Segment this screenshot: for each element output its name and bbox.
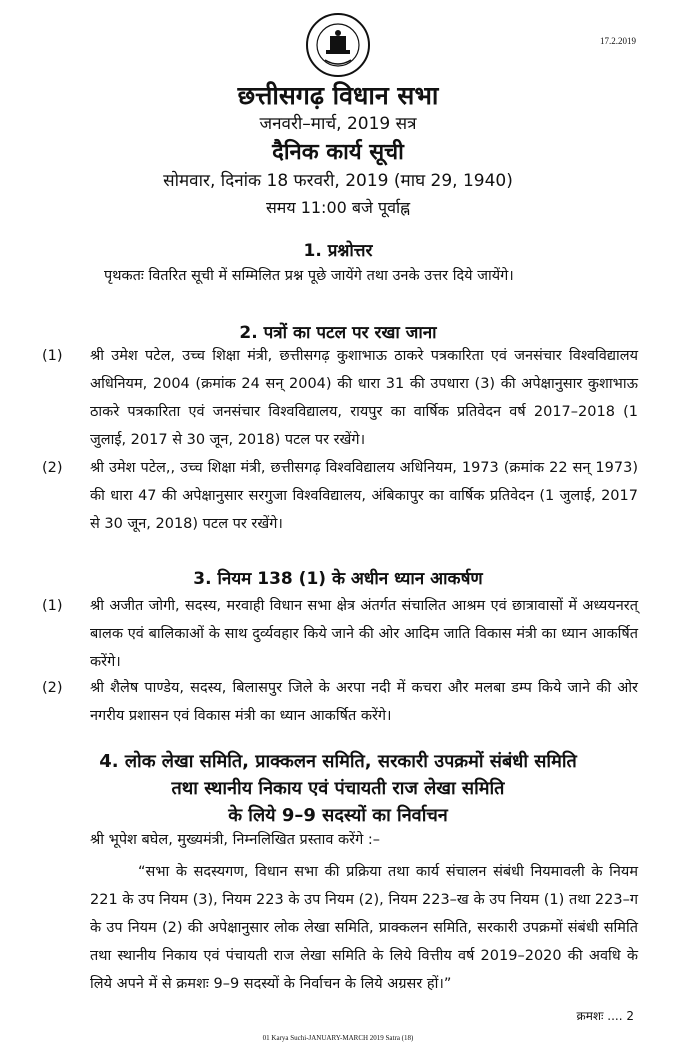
- assembly-seal-icon: [305, 12, 371, 78]
- section-4-motion: “सभा के सदस्यगण, विधान सभा की प्रक्रिया तथा कार्य संचालन संबंधी नियमावली के नियम 221 के उप नियम (3), नियम 223 के उप नियम (2), नियम 223–ख के उप नियम (1) तथा 223–ग के उप नियम (2) की अपेक्षानुसार लोक लेखा समिति, प्राक्कलन समिति, सरकारी उपक्रमों संबंधी समिति तथा स्थानीय निकाय एवं पंचायती राज लेखा समिति के लिये वित्तीय वर्ष 2019–2020 की अवधि के लिये अपने में से क्रमशः 9–9 सदस्यों के निर्वाचन के लिये अग्रसर हों।”: [90, 864, 638, 992]
- section-4-intro: श्री भूपेश बघेल, मुख्यमंत्री, निम्नलिखित प्रस्ताव करेंगे :–: [90, 832, 381, 848]
- section-4-heading-1: 4. लोक लेखा समिति, प्राक्कलन समिति, सरकारी उपक्रमों संबंधी समिति: [99, 751, 577, 772]
- section-3-heading: 3. नियम 138 (1) के अधीन ध्यान आकर्षण: [193, 569, 483, 589]
- item-number: (1): [42, 348, 63, 364]
- assembly-name: छत्तीसगढ़ विधान सभा: [237, 81, 439, 110]
- section-3-item-1: श्री अजीत जोगी, सदस्य, मरवाही विधान सभा क्षेत्र अंतर्गत संचालित आश्रम एवं छात्रावासों में अध्ययनरत् बालक एवं बालिकाओं के साथ दुर्व्यवहार किये जाने की ओर आदिम जाति विकास मंत्री का ध्यान आकर्षित करेंगे।: [90, 598, 638, 670]
- section-3-item-2: श्री शैलेष पाण्डेय, सदस्य, बिलासपुर जिले के अरपा नदी में कचरा और मलबा डम्प किये जाने की ओर नगरीय प्रशासन एवं विकास मंत्री का ध्यान आकर्षित करेंगे।: [90, 680, 638, 724]
- section-1-text: पृथकतः वितरित सूची में सम्मिलित प्रश्न पूछे जायेंगे तथा उनके उत्तर दिये जायेंगे।: [104, 268, 514, 284]
- continued-marker: क्रमशः .... 2: [576, 1009, 634, 1023]
- time-line: समय 11:00 बजे पूर्वाह्न: [265, 198, 411, 217]
- date-line: सोमवार, दिनांक 18 फरवरी, 2019 (माघ 29, 1940): [163, 171, 513, 191]
- section-2-heading: 2. पत्रों का पटल पर रखा जाना: [239, 323, 437, 343]
- section-2-item-1: श्री उमेश पटेल, उच्च शिक्षा मंत्री, छत्तीसगढ़ कुशाभाऊ ठाकरे पत्रकारिता एवं जनसंचार विश्वविद्यालय अधिनियम, 2004 (क्रमांक 24 सन् 2004) की धारा 31 की उपधारा (3) की अपेक्षानुसार कुशाभाऊ ठाकरे पत्रकारिता एवं जनसंचार विश्वविद्यालय, रायपुर का वार्षिक प्रतिवेदन वर्ष 2017–2018 (1 जुलाई, 2017 से 30 जून, 2018) पटल पर रखेंगे।: [90, 348, 638, 448]
- session-line: जनवरी–मार्च, 2019 सत्र: [259, 114, 417, 134]
- footer-text: 01 Karya Suchi-JANUARY-MARCH 2019 Satra (18): [262, 1034, 414, 1042]
- section-2-item-2: श्री उमेश पटेल,, उच्च शिक्षा मंत्री, छत्तीसगढ़ विश्वविद्यालय अधिनियम, 1973 (क्रमांक 22 सन् 1973) की धारा 47 की अपेक्षानुसार सरगुजा विश्वविद्यालय, अंबिकापुर का वार्षिक प्रतिवेदन (1 जुलाई, 2017 से 30 जून, 2018) पटल पर रखेंगे।: [90, 460, 638, 532]
- item-number: (2): [42, 680, 63, 696]
- item-number: (2): [42, 460, 63, 476]
- section-4-heading-3: के लिये 9–9 सदस्यों का निर्वाचन: [228, 805, 448, 826]
- page-title: दैनिक कार्य सूची: [272, 140, 404, 165]
- section-4-heading-2: तथा स्थानीय निकाय एवं पंचायती राज लेखा समिति: [171, 778, 505, 799]
- section-1-heading: 1. प्रश्नोत्तर: [303, 241, 373, 261]
- date-stamp: 17.2.2019: [600, 36, 636, 46]
- item-number: (1): [42, 598, 63, 614]
